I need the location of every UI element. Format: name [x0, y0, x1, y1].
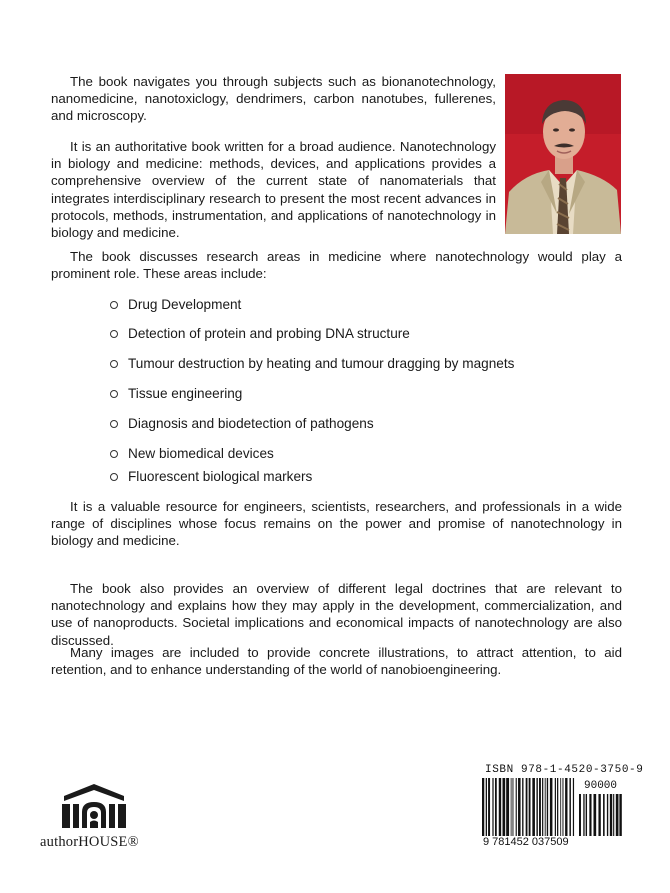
barcode-bar [557, 778, 558, 836]
barcode-bar [532, 778, 535, 836]
list-item: Diagnosis and biodetection of pathogens [110, 415, 374, 432]
barcode-bar [511, 778, 512, 836]
barcode-bar [512, 778, 513, 836]
barcode-bar [518, 778, 521, 836]
author-photo [505, 74, 621, 234]
barcode-bar [560, 778, 561, 836]
price-code: 90000 [584, 780, 618, 792]
barcode-bar [526, 778, 528, 836]
audience-paragraph: It is a valuable resource for engineers, scientists, researchers, and professionals in a wide range of disciplines whose focus remains on the power and promise of nanotechnology in biology and medicine. [51, 499, 622, 549]
overview-paragraph: It is an authoritative book written for a broad audience. Nanotechnology in biology and medicine: methods, devices, and applications provides a comprehensive overview of the current state of nanomaterials that integrates interdisciplinary research to present the most recent advances in protocols, methods, instrumentation, and applications of nanotechnology in biology and medicine. [51, 139, 496, 241]
publisher-name: authorHOUSE® [40, 834, 139, 850]
list-item: Fluorescent biological markers [110, 468, 312, 485]
barcode-bar [565, 778, 567, 836]
barcode-bar [488, 778, 490, 836]
barcode-bar [503, 778, 506, 836]
barcode-bar [593, 794, 596, 836]
intro-paragraph: The book navigates you through subjects such as bionanotechnology, nanomedicine, nanotoxiclogy, dendrimers, carbon nanotubes, fullerenes, and microscopy. [51, 74, 496, 124]
images-paragraph: Many images are included to provide concrete illustrations, to attract attention, to aid retention, and to enhance understanding of the world of nanobioengineering. [51, 645, 622, 678]
barcode-bar [589, 794, 591, 836]
barcode-bar [499, 778, 501, 836]
list-item: Detection of protein and probing DNA structure [110, 325, 410, 342]
circle-bullet-icon [110, 473, 118, 481]
circle-bullet-icon [110, 301, 118, 309]
barcode-bar [610, 794, 612, 836]
list-item: Tissue engineering [110, 385, 242, 402]
circle-bullet-icon [110, 420, 118, 428]
isbn-label: ISBN 978-1-4520-3750-9 [485, 764, 644, 776]
list-item: Drug Development [110, 296, 241, 313]
barcode-bar [619, 794, 621, 836]
barcode-bar [522, 778, 523, 836]
barcode-bar [547, 778, 548, 836]
circle-bullet-icon [110, 450, 118, 458]
barcode-digits: 9 781452 037509 [483, 836, 569, 848]
barcode-bar [598, 794, 600, 836]
barcode-bar [529, 778, 531, 836]
list-item: Tumour destruction by heating and tumour dragging by magnets [110, 355, 514, 372]
barcode-bar [613, 794, 614, 836]
circle-bullet-icon [110, 390, 118, 398]
circle-bullet-icon [110, 360, 118, 368]
barcode-bar [536, 778, 537, 836]
barcode-bar [486, 778, 487, 836]
barcode-bar [542, 778, 543, 836]
barcode-bar [616, 794, 619, 836]
research-areas-paragraph: The book discusses research areas in medicine where nanotechnology would play a prominent role. These areas include: [51, 249, 622, 282]
price-barcode [578, 794, 624, 836]
barcode-bar [586, 794, 587, 836]
barcode-bar [516, 778, 517, 836]
barcode-bar [495, 778, 497, 836]
barcode-bar [506, 778, 509, 836]
barcode-bar [562, 778, 563, 836]
barcode-bar [603, 794, 605, 836]
barcode-bar [579, 794, 581, 836]
barcode-bar [545, 778, 546, 836]
barcode-bar [539, 778, 541, 836]
barcode-bar [482, 778, 484, 836]
circle-bullet-icon [110, 330, 118, 338]
barcode-bar [550, 778, 553, 836]
barcode-bar [492, 778, 493, 836]
barcode-bar [555, 778, 556, 836]
barcode-bar [573, 778, 574, 836]
author-portrait-image [505, 74, 621, 234]
list-item: New biomedical devices [110, 445, 274, 462]
barcode-bar [607, 794, 608, 836]
legal-paragraph: The book also provides an overview of different legal doctrines that are relevant to nanotechnology and explains how they may apply in the development, commercialization, and use of nanoproducts. Societal implications and economical impacts of nanotechnology are also discussed. [51, 581, 622, 648]
barcode-bar [583, 794, 584, 836]
barcode-bar [569, 778, 570, 836]
